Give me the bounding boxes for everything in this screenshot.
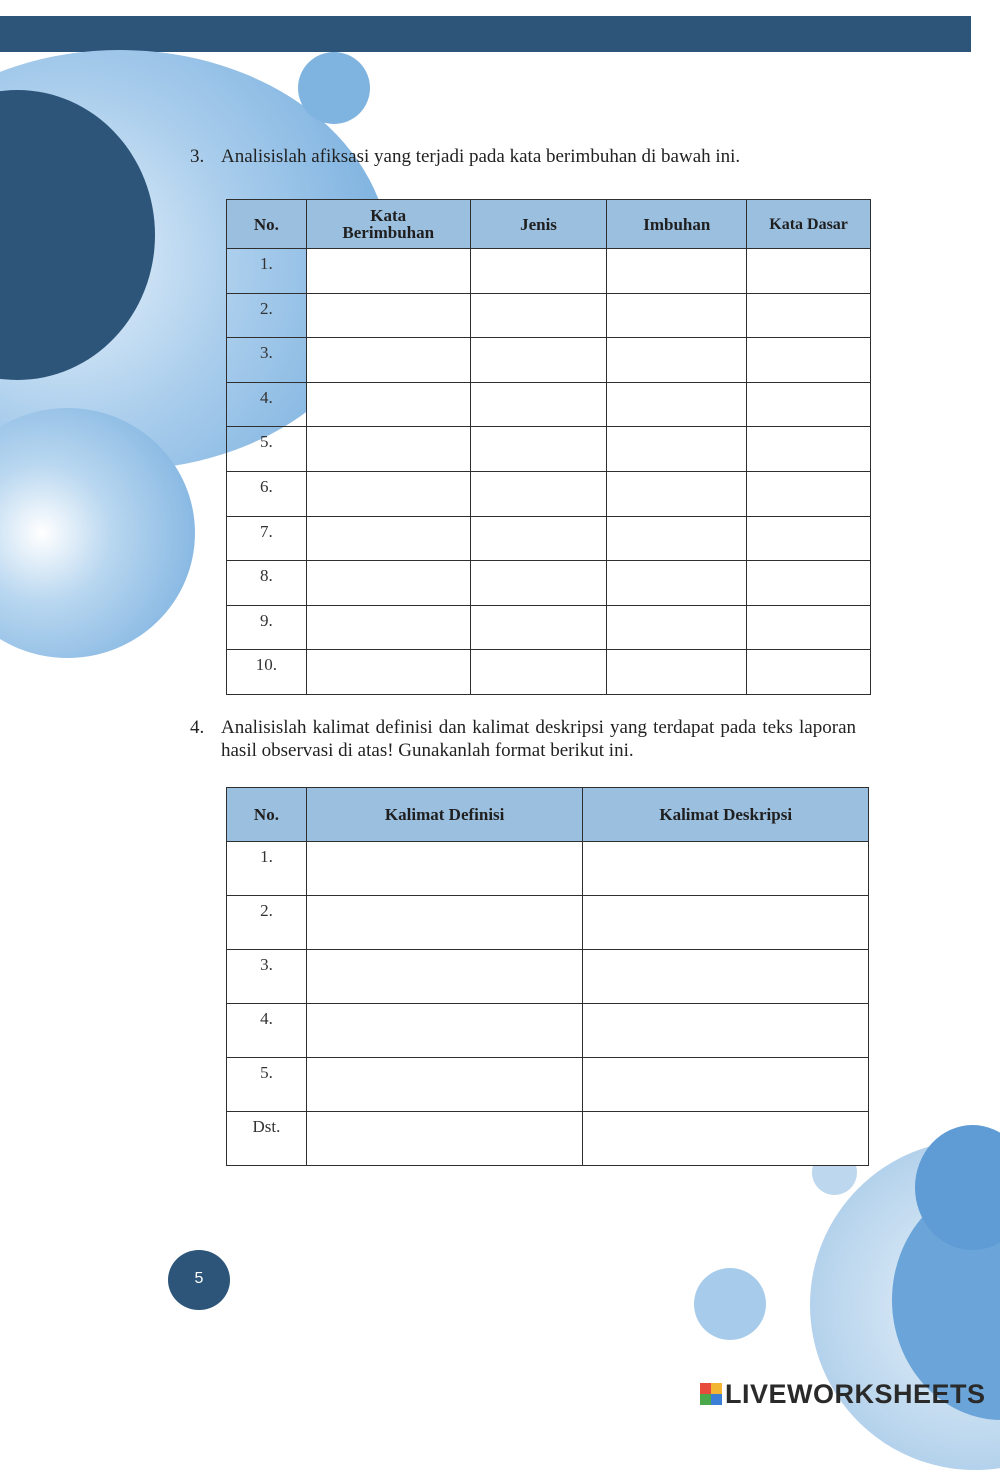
- col-imbuhan: Imbuhan: [607, 200, 747, 249]
- answer-cell-imbuhan[interactable]: [607, 427, 747, 472]
- row-number: 6.: [227, 471, 307, 516]
- affixation-table-body: [227, 249, 871, 695]
- sentence-row: [227, 1004, 869, 1058]
- answer-cell-jenis[interactable]: [470, 471, 607, 516]
- answer-cell-kata-dasar[interactable]: [747, 293, 871, 338]
- row-number: Dst.: [227, 1112, 307, 1166]
- affixation-header-row: [227, 200, 871, 249]
- answer-cell-jenis[interactable]: [470, 338, 607, 383]
- decor-circle-bottom: [694, 1268, 766, 1340]
- row-number: 5.: [227, 1058, 307, 1112]
- answer-cell-jenis[interactable]: [470, 561, 607, 606]
- answer-cell-kata-dasar[interactable]: [747, 605, 871, 650]
- row-number: 7.: [227, 516, 307, 561]
- answer-cell-imbuhan[interactable]: [607, 338, 747, 383]
- liveworksheets-icon: [700, 1383, 722, 1405]
- sentence-row: [227, 896, 869, 950]
- answer-cell-kalimat-deskripsi[interactable]: [583, 1004, 869, 1058]
- answer-cell-imbuhan[interactable]: [607, 561, 747, 606]
- answer-cell-kalimat-definisi[interactable]: [306, 950, 583, 1004]
- question-3-text: Analisislah afiksasi yang terjadi pada kata berimbuhan di bawah ini.: [221, 146, 741, 167]
- answer-cell-imbuhan[interactable]: [607, 471, 747, 516]
- row-number: 10.: [227, 650, 307, 695]
- answer-cell-kalimat-definisi[interactable]: [306, 842, 583, 896]
- col-kata-line2: Berimbuhan: [342, 223, 435, 242]
- answer-cell-kata-berimbuhan[interactable]: [306, 605, 470, 650]
- row-number: 3.: [227, 950, 307, 1004]
- sentence-row: [227, 950, 869, 1004]
- sentence-row: [227, 1112, 869, 1166]
- answer-cell-kalimat-deskripsi[interactable]: [583, 950, 869, 1004]
- row-number: 9.: [227, 605, 307, 650]
- answer-cell-imbuhan[interactable]: [607, 650, 747, 695]
- answer-cell-kalimat-definisi[interactable]: [306, 1004, 583, 1058]
- liveworksheets-logo: [700, 1378, 986, 1410]
- row-number: 1.: [227, 842, 307, 896]
- col-kalimat-definisi: Kalimat Definisi: [306, 788, 583, 842]
- answer-cell-kalimat-deskripsi[interactable]: [583, 1112, 869, 1166]
- answer-cell-imbuhan[interactable]: [607, 516, 747, 561]
- answer-cell-kata-dasar[interactable]: [747, 249, 871, 294]
- row-number: 2.: [227, 896, 307, 950]
- affixation-row: [227, 382, 871, 427]
- answer-cell-kalimat-deskripsi[interactable]: [583, 1058, 869, 1112]
- row-number: 4.: [227, 382, 307, 427]
- row-number: 1.: [227, 249, 307, 294]
- answer-cell-kata-berimbuhan[interactable]: [306, 249, 470, 294]
- answer-cell-jenis[interactable]: [470, 516, 607, 561]
- answer-cell-kata-dasar[interactable]: [747, 650, 871, 695]
- answer-cell-kata-dasar[interactable]: [747, 516, 871, 561]
- answer-cell-kata-berimbuhan[interactable]: [306, 427, 470, 472]
- answer-cell-jenis[interactable]: [470, 650, 607, 695]
- answer-cell-jenis[interactable]: [470, 249, 607, 294]
- sentence-analysis-table: [226, 787, 869, 1166]
- answer-cell-kata-dasar[interactable]: [747, 338, 871, 383]
- answer-cell-kata-dasar[interactable]: [747, 382, 871, 427]
- affixation-row: [227, 516, 871, 561]
- answer-cell-kalimat-definisi[interactable]: [306, 896, 583, 950]
- answer-cell-jenis[interactable]: [470, 605, 607, 650]
- question-4-number: 4.: [190, 717, 205, 738]
- question-4-text: Analisislah kalimat definisi dan kalimat deskripsi yang terdapat pada teks laporan hasil observasi di atas! Gunakanlah format berikut ini.: [221, 717, 856, 761]
- col-kalimat-deskripsi: Kalimat Deskripsi: [583, 788, 869, 842]
- col-kata-dasar: Kata Dasar: [747, 200, 871, 249]
- answer-cell-imbuhan[interactable]: [607, 249, 747, 294]
- row-number: 3.: [227, 338, 307, 383]
- col-no: No.: [227, 200, 307, 249]
- sentence-table-body: [227, 842, 869, 1166]
- answer-cell-imbuhan[interactable]: [607, 605, 747, 650]
- answer-cell-kata-berimbuhan[interactable]: [306, 516, 470, 561]
- row-number: 4.: [227, 1004, 307, 1058]
- sentence-header-row: [227, 788, 869, 842]
- question-3-number: 3.: [190, 146, 205, 167]
- answer-cell-jenis[interactable]: [470, 293, 607, 338]
- affixation-row: [227, 561, 871, 606]
- answer-cell-kata-berimbuhan[interactable]: [306, 471, 470, 516]
- affixation-table: [226, 199, 871, 695]
- affixation-row: [227, 650, 871, 695]
- brand-text: LIVEWORKSHEETS: [725, 1378, 986, 1409]
- row-number: 5.: [227, 427, 307, 472]
- affixation-row: [227, 605, 871, 650]
- answer-cell-kata-dasar[interactable]: [747, 471, 871, 516]
- answer-cell-kalimat-definisi[interactable]: [306, 1058, 583, 1112]
- answer-cell-kata-berimbuhan[interactable]: [306, 293, 470, 338]
- answer-cell-kalimat-deskripsi[interactable]: [583, 842, 869, 896]
- answer-cell-kata-dasar[interactable]: [747, 427, 871, 472]
- col-no: No.: [227, 788, 307, 842]
- affixation-row: [227, 338, 871, 383]
- header-bar: [0, 16, 971, 52]
- answer-cell-kata-dasar[interactable]: [747, 561, 871, 606]
- affixation-row: [227, 427, 871, 472]
- question-3: [190, 145, 870, 168]
- col-jenis: Jenis: [470, 200, 607, 249]
- answer-cell-imbuhan[interactable]: [607, 293, 747, 338]
- sentence-row: [227, 1058, 869, 1112]
- answer-cell-kata-berimbuhan[interactable]: [306, 561, 470, 606]
- col-kata-berimbuhan: [306, 200, 470, 249]
- answer-cell-kata-berimbuhan[interactable]: [306, 338, 470, 383]
- sentence-row: [227, 842, 869, 896]
- page-number: 5: [168, 1250, 230, 1310]
- question-4: [190, 716, 856, 762]
- affixation-row: [227, 293, 871, 338]
- row-number: 8.: [227, 561, 307, 606]
- decor-circle-small: [298, 52, 370, 124]
- affixation-row: [227, 471, 871, 516]
- col-kata-line1: Kata: [370, 206, 407, 225]
- row-number: 2.: [227, 293, 307, 338]
- affixation-row: [227, 249, 871, 294]
- answer-cell-jenis[interactable]: [470, 382, 607, 427]
- answer-cell-kalimat-deskripsi[interactable]: [583, 896, 869, 950]
- answer-cell-kata-berimbuhan[interactable]: [306, 382, 470, 427]
- answer-cell-kata-berimbuhan[interactable]: [306, 650, 470, 695]
- answer-cell-imbuhan[interactable]: [607, 382, 747, 427]
- answer-cell-kalimat-definisi[interactable]: [306, 1112, 583, 1166]
- answer-cell-jenis[interactable]: [470, 427, 607, 472]
